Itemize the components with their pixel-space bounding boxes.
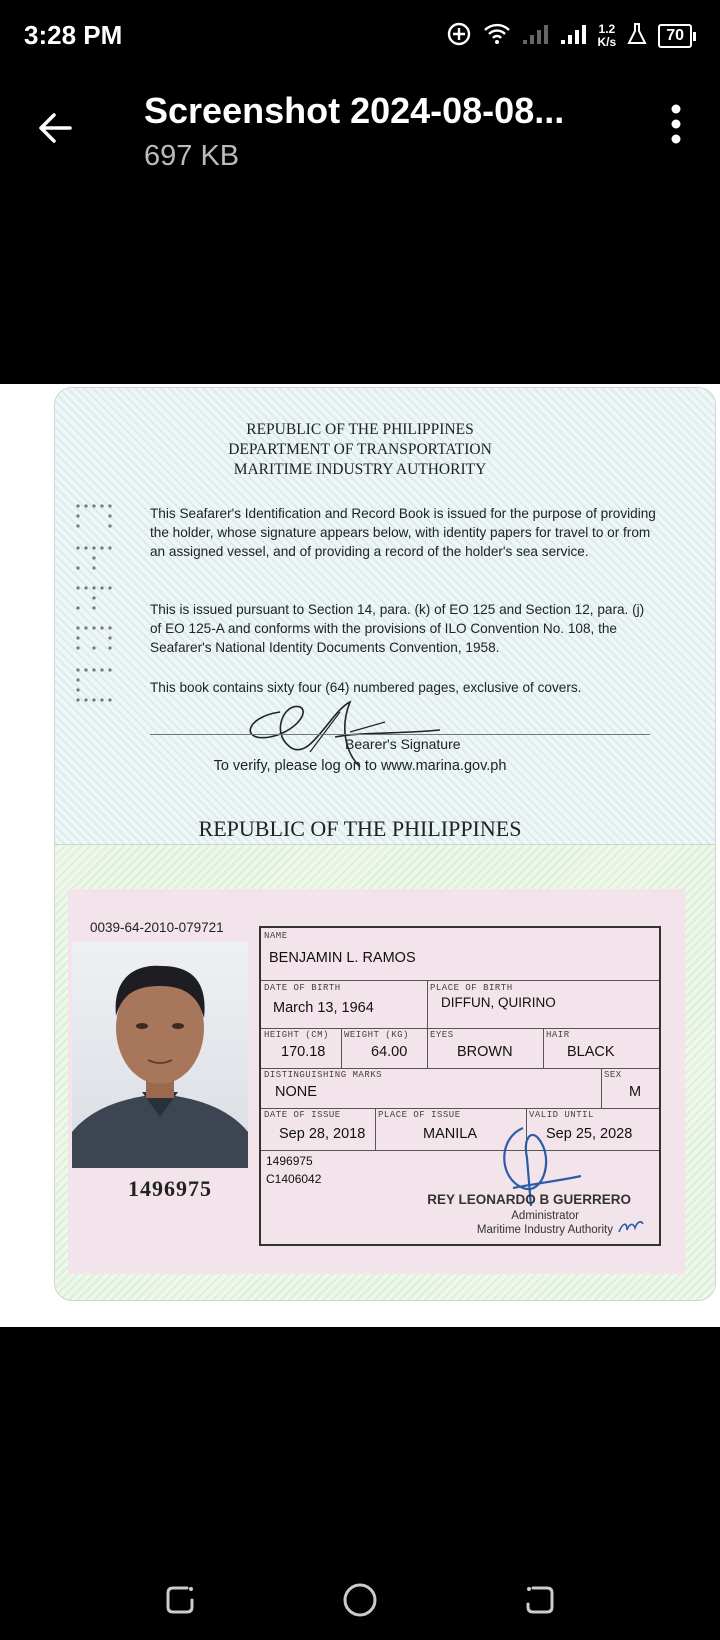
battery-indicator xyxy=(658,24,696,48)
back-button[interactable] xyxy=(34,106,78,150)
country-heading: REPUBLIC OF THE PHILIPPINES xyxy=(198,816,522,841)
paragraph-purpose: This Seafarer's Identification and Record Book is issued for the purpose of providing the holder, whose signature appears below, with identity papers for travel to or from an assigned vessel, and of providing a record of the holder's sea service. xyxy=(150,506,656,559)
file-size: 697 KB xyxy=(144,140,240,172)
battery-tip xyxy=(693,32,696,41)
signatory-title: Administrator xyxy=(511,1210,579,1222)
hair-value: BLACK xyxy=(567,1044,615,1060)
poi-label: PLACE OF ISSUE xyxy=(378,1110,461,1120)
home-icon xyxy=(340,1580,380,1620)
height-label: HEIGHT (CM) xyxy=(264,1030,329,1040)
sex-value: M xyxy=(629,1084,642,1100)
signal-sim1-icon xyxy=(522,22,550,51)
reference-number-1: 1496975 xyxy=(266,1154,313,1168)
paragraph-page-count: This book contains sixty four (64) numbered pages, exclusive of covers. xyxy=(150,680,582,695)
place-of-birth: DIFFUN, QUIRINO xyxy=(441,995,556,1010)
app-header xyxy=(0,72,720,182)
photo-number: 1496975 xyxy=(128,1176,212,1201)
weight-value: 64.00 xyxy=(371,1044,408,1060)
signal-sim2-icon xyxy=(560,22,588,51)
flask-icon xyxy=(626,22,648,51)
doi-label: DATE OF ISSUE xyxy=(264,1110,341,1120)
signature-line xyxy=(150,734,650,735)
marks-value: NONE xyxy=(275,1084,317,1100)
back-arrow-icon xyxy=(34,106,78,150)
wifi-icon xyxy=(482,21,512,52)
holder-details-grid xyxy=(259,926,661,1246)
status-time: 3:28 PM xyxy=(24,20,123,50)
authority-line-3: MARITIME INDUSTRY AUTHORITY xyxy=(233,461,487,478)
eyes-label: EYES xyxy=(430,1030,454,1040)
date-of-issue: Sep 28, 2018 xyxy=(279,1126,366,1142)
pob-label: PLACE OF BIRTH xyxy=(430,983,513,993)
signatory-org: Maritime Industry Authority xyxy=(476,1224,613,1236)
document-image[interactable] xyxy=(0,384,720,1327)
perforated-serial-number xyxy=(70,496,120,714)
recent-apps-button[interactable] xyxy=(160,1580,200,1620)
valid-until: Sep 25, 2028 xyxy=(546,1126,633,1142)
authority-line-1: REPUBLIC OF THE PHILIPPINES xyxy=(246,421,474,438)
valid-label: VALID UNTIL xyxy=(529,1110,594,1120)
back-nav-button[interactable] xyxy=(520,1580,560,1620)
eyes-value: BROWN xyxy=(457,1044,513,1060)
back-nav-icon xyxy=(520,1580,560,1620)
name-label: NAME xyxy=(264,931,288,941)
status-bar xyxy=(0,0,720,72)
dob-label: DATE OF BIRTH xyxy=(264,983,341,993)
system-nav-bar xyxy=(0,1560,720,1640)
holder-name: BENJAMIN L. RAMOS xyxy=(269,950,416,966)
battery-level: 70 xyxy=(658,24,692,48)
sex-label: SEX xyxy=(604,1070,622,1080)
file-title: Screenshot 2024-08-08... xyxy=(144,90,565,131)
date-of-birth: March 13, 1964 xyxy=(273,1000,374,1016)
more-options-button[interactable] xyxy=(662,100,690,150)
paragraph-legal-basis: This is issued pursuant to Section 14, para. (k) of EO 125 and Section 12, para. (j) of EO 125-A and conforms with the provisions of ILO Convention No. 108, the Seafarer's National Identity Documents Convention, 1958. xyxy=(150,602,645,655)
status-icons xyxy=(446,18,696,54)
reference-number-2: C1406042 xyxy=(266,1172,322,1186)
bearer-signature-label: Bearer's Signature xyxy=(345,736,461,752)
marks-label: DISTINGUISHING MARKS xyxy=(264,1070,383,1080)
data-saver-icon xyxy=(446,21,472,52)
recent-apps-icon xyxy=(160,1580,200,1620)
height-value: 170.18 xyxy=(281,1044,326,1060)
network-speed-value: 1.2 xyxy=(598,22,616,36)
weight-label: WEIGHT (KG) xyxy=(344,1030,409,1040)
holder-portrait xyxy=(72,942,248,1168)
id-number-top: 0039-64-2010-079721 xyxy=(90,920,224,935)
initials-mark xyxy=(617,1218,645,1238)
network-speed-unit: K/s xyxy=(597,35,617,49)
home-button[interactable] xyxy=(340,1580,380,1620)
signatory-name: REY LEONARDO B GUERRERO xyxy=(427,1192,631,1207)
network-speed xyxy=(598,23,617,49)
hair-label: HAIR xyxy=(546,1030,570,1040)
authority-line-2: DEPARTMENT OF TRANSPORTATION xyxy=(228,441,492,458)
more-vert-icon xyxy=(662,100,690,150)
verify-text: To verify, please log on to www.marina.gov.ph xyxy=(213,758,507,774)
place-of-issue: MANILA xyxy=(423,1126,477,1142)
